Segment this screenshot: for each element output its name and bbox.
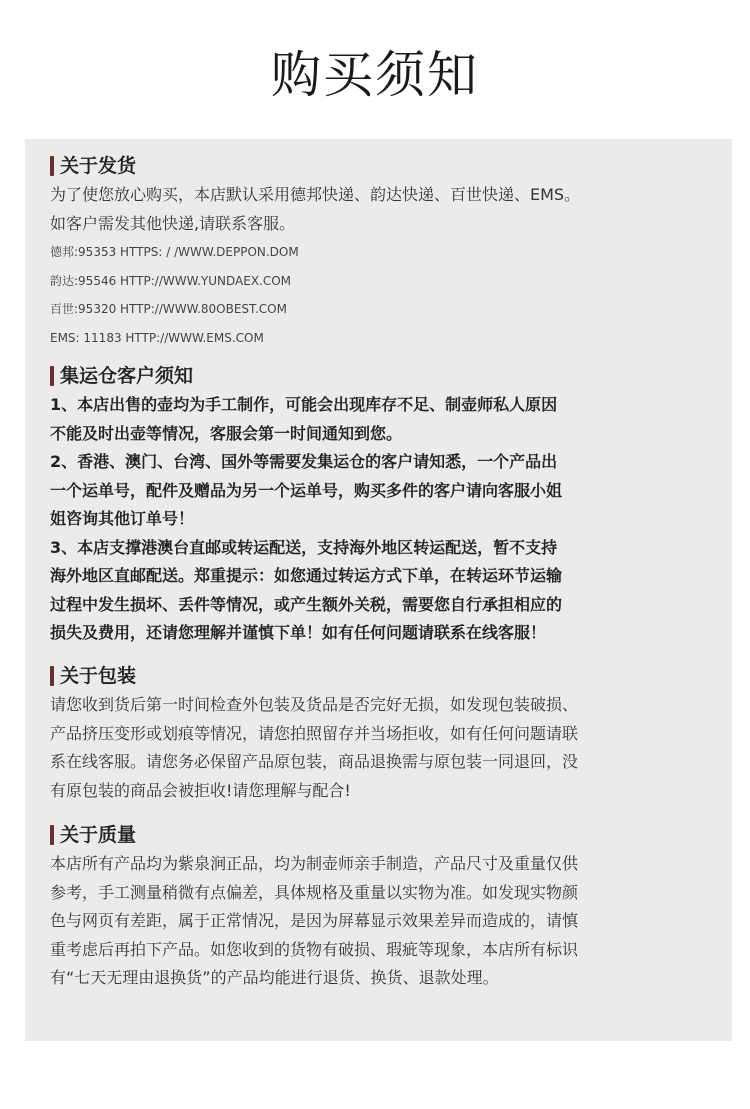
text-line: 请您收到货后第一时间检查外包装及货品是否完好无损，如发现包装破损、 (50, 695, 579, 714)
heading-accent-bar (50, 156, 54, 176)
courier-item: EMS: 11183 HTTP://WWW.EMS.COM (50, 330, 264, 345)
consolidation-heading: 集运仓客户须知 (60, 365, 194, 387)
text-line: 海外地区直邮配送。郑重提示：如您通过转运方式下单，在转运环节运输 (50, 566, 563, 585)
heading-accent-bar (50, 366, 54, 386)
text-line: 有“七天无理由退换货”的产品均能进行退货、换货、退款处理。 (50, 968, 499, 987)
shipping-heading: 关于发货 (60, 155, 137, 177)
heading-accent-bar (50, 666, 54, 686)
text-line: 3、本店支撑港澳台直邮或转运配送，支持海外地区转运配送，暂不支持 (50, 537, 558, 557)
text-line: 产品挤压变形或划痕等情况，请您拍照留存并当场拒收，如有任何问题请联 (50, 723, 579, 743)
text-line: 系在线客服。请您务必保留产品原包装，商品退换需与原包装一同退回，没 (50, 752, 579, 771)
shipping-text (50, 181, 670, 238)
courier-item: 百世:95320 HTTP://WWW.80OBEST.COM (50, 302, 287, 316)
text-line: 过程中发生损坏、丢件等情况，或产生额外关税，需要您自行承担相应的 (50, 594, 563, 614)
text-line: 重考虑后再拍下产品。如您收到的货物有破损、瑕疵等现象，本店所有标识 (50, 939, 579, 959)
quality-heading: 关于质量 (60, 824, 137, 846)
packaging-heading: 关于包装 (60, 665, 137, 687)
shipping-section (50, 151, 670, 352)
section-heading (50, 820, 670, 850)
text-line: 2、香港、澳门、台湾、国外等需要发集运仓的客户请知悉，一个产品出 (50, 452, 558, 471)
text-line: 姐咨询其他订单号！ (50, 509, 195, 528)
page-title: 购买须知 (271, 46, 479, 104)
text-line: 色与网页有差距，属于正常情况，是因为屏幕显示效果差异而造成的，请慎 (50, 911, 579, 930)
text-line: 一个运单号，配件及赠品为另一个运单号，购买多件的客户请向客服小姐 (50, 480, 563, 500)
text-line: 1、本店出售的壶均为手工制作，可能会出现库存不足、制壶师私人原因 (50, 395, 558, 414)
courier-list (50, 238, 670, 352)
packaging-text (50, 691, 670, 805)
text-line: 损失及费用，还请您理解并谨慎下单！如有任何问题请联系在线客服！ (50, 623, 547, 642)
text-line: 如客户需发其他快递,请联系客服。 (50, 213, 296, 233)
consolidation-text (50, 391, 670, 648)
section-heading (50, 151, 670, 181)
text-line: 参考，手工测量稍微有点偏差，具体规格及重量以实物为准。如发现实物颜 (50, 882, 579, 902)
section-heading (50, 661, 670, 691)
section-heading (50, 361, 670, 391)
text-line: 不能及时出壶等情况，客服会第一时间通知到您。 (50, 423, 403, 443)
quality-section (50, 820, 670, 993)
notice-panel (25, 139, 732, 1041)
quality-text (50, 850, 670, 993)
text-line: 有原包装的商品会被拒收!请您理解与配合! (50, 780, 351, 800)
text-line: 本店所有产品均为紫泉涧正品，均为制壶师亲手制造，产品尺寸及重量仅供 (50, 854, 579, 873)
text-line: 为了使您放心购买，本店默认采用德邦快递、韵达快递、百世快递、EMS。 (50, 185, 581, 204)
packaging-section (50, 661, 670, 805)
courier-item: 德邦:95353 HTTPS: / /WWW.DEPPON.DOM (50, 245, 299, 259)
courier-item: 韵达:95546 HTTP://WWW.YUNDAEX.COM (50, 273, 292, 288)
heading-accent-bar (50, 825, 54, 845)
consolidation-section (50, 361, 670, 648)
